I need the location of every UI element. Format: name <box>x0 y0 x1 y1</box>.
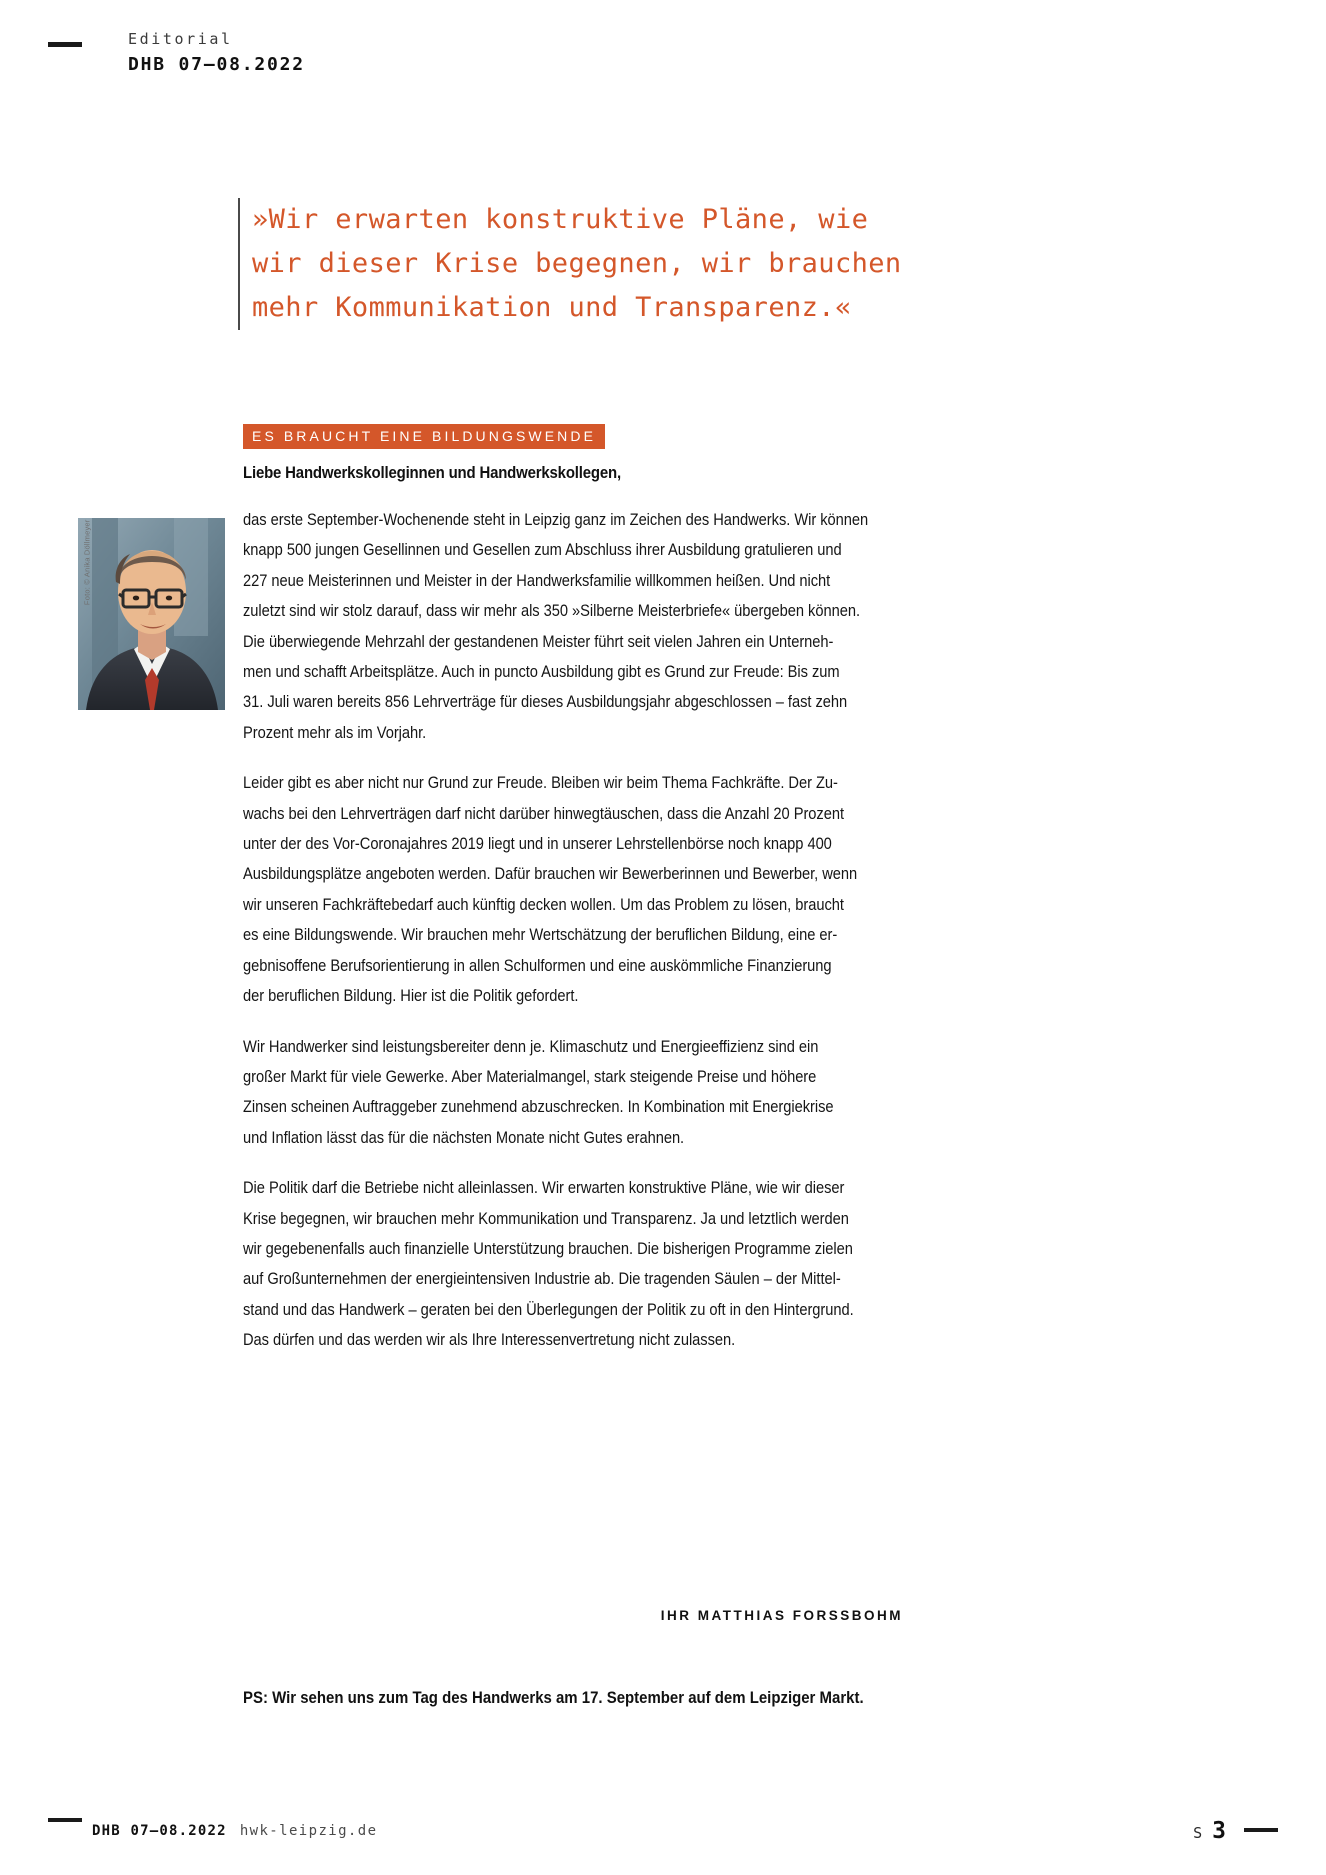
pull-quote-line: »Wir erwarten konstruktive Pläne, wie <box>252 204 869 235</box>
text-line: zuletzt sind wir stolz darauf, dass wir mehr als 350 »Silberne Meisterbriefe« übergeben können. <box>243 601 860 621</box>
text-line: Die überwiegende Mehrzahl der gestandenen Meister führt seit vielen Jahren ein Unterneh- <box>243 631 834 651</box>
text-line: wir gegebenenfalls auch finanzielle Unterstützung brauchen. Die bisherigen Programme zielen <box>243 1238 853 1258</box>
avatar <box>78 518 225 710</box>
text-line: stand und das Handwerk – geraten bei den Überlegungen der Politik zu oft in den Hintergrund. <box>243 1299 854 1319</box>
text-line: Prozent mehr als im Vorjahr. <box>243 722 427 742</box>
text-line: Leider gibt es aber nicht nur Grund zur Freude. Bleiben wir beim Thema Fachkräfte. Der Zu- <box>243 773 838 793</box>
footer-rule-right-icon <box>1244 1828 1278 1832</box>
photo-credit: Foto: © Anika Döllmeyer <box>82 519 92 606</box>
text-line: 31. Juli waren bereits 856 Lehrverträge für dieses Ausbildungsjahr abgeschlossen – fast zehn <box>243 692 848 712</box>
paragraph <box>243 1173 903 1355</box>
section-badge: ES BRAUCHT EINE BILDUNGSWENDE <box>243 424 605 449</box>
text-line: Krise begegnen, wir brauchen mehr Kommunikation und Transparenz. Ja und letztlich werden <box>243 1208 849 1228</box>
text-line: und Inflation lässt das für die nächsten Monate nicht Gutes erahnen. <box>243 1127 685 1147</box>
paragraph <box>243 1032 903 1154</box>
pull-quote-line: mehr Kommunikation und Transparenz.« <box>252 292 852 323</box>
text-line: 227 neue Meisterinnen und Meister in der Handwerksfamilie willkommen heißen. Und nicht <box>243 570 831 590</box>
footer-website[interactable]: hwk-leipzig.de <box>239 1823 378 1839</box>
page-number: 3 <box>1212 1818 1226 1844</box>
footer-left-group <box>92 1823 377 1839</box>
text-line: wir unseren Fachkräftebedarf auch künftig decken wollen. Um das Problem zu lösen, braucht <box>243 894 844 914</box>
header-issue: DHB 07–08.2022 <box>128 53 305 75</box>
text-line: der beruflichen Bildung. Hier ist die Politik gefordert. <box>243 986 579 1006</box>
salutation: Liebe Handwerkskolleginnen und Handwerkskollegen, <box>243 463 621 482</box>
author-photo-block <box>78 518 225 710</box>
footer-issue: DHB 07–08.2022 <box>92 1823 227 1839</box>
text-line: Das dürfen und das werden wir als Ihre Interessenvertretung nicht zulassen. <box>243 1330 736 1350</box>
text-line: knapp 500 jungen Gesellinnen und Gesellen zum Abschluss ihrer Ausbildung gratulieren und <box>243 540 842 560</box>
header-text-group <box>128 30 305 76</box>
text-line: Die Politik darf die Betriebe nicht alleinlassen. Wir erwarten konstruktive Pläne, wie wir dieser <box>243 1178 845 1198</box>
footer-right-group <box>1193 1818 1226 1844</box>
header-rule-icon <box>48 42 82 47</box>
author-signature: IHR MATTHIAS FORSSBOHM <box>660 1608 903 1623</box>
text-line: Ausbildungsplätze angeboten werden. Dafür brauchen wir Bewerberinnen und Bewerber, wenn <box>243 864 858 884</box>
text-line: auf Großunternehmen der energieintensiven Industrie ab. Die tragenden Säulen – der Mittel- <box>243 1269 841 1289</box>
footer-rule-icon <box>48 1818 82 1822</box>
paragraph <box>243 768 903 1011</box>
text-line: Zinsen scheinen Auftraggeber zunehmend abzuschrecken. In Kombination mit Energiekrise <box>243 1097 834 1117</box>
text-line: großer Markt für viele Gewerke. Aber Materialmangel, stark steigende Preise und höhere <box>243 1066 817 1086</box>
postscript: PS: Wir sehen uns zum Tag des Handwerks am 17. September auf dem Leipziger Markt. <box>243 1688 864 1707</box>
page-label: S <box>1193 1824 1204 1842</box>
text-line: Wir Handwerker sind leistungsbereiter denn je. Klimaschutz und Energieeffizienz sind ein <box>243 1036 819 1056</box>
text-line: men und schafft Arbeitsplätze. Auch in puncto Ausbildung gibt es Grund zur Freude: Bis zum <box>243 662 840 682</box>
text-line: unter der des Vor-Coronajahres 2019 liegt und in unserer Lehrstellenbörse noch knapp 400 <box>243 834 832 854</box>
text-line: das erste September-Wochenende steht in Leipzig ganz im Zeichen des Handwerks. Wir können <box>243 510 869 529</box>
text-line: es eine Bildungswende. Wir brauchen mehr Wertschätzung der beruflichen Bildung, eine er- <box>243 925 838 945</box>
text-line: gebnisoffene Berufsorientierung in allen Schulformen und eine auskömmliche Finanzierung <box>243 955 832 975</box>
pull-quote-line: wir dieser Krise begegnen, wir brauchen <box>252 248 902 279</box>
text-line: wachs bei den Lehrverträgen darf nicht darüber hinwegtäuschen, dass die Anzahl 20 Prozent <box>243 803 845 823</box>
pull-quote <box>238 198 938 330</box>
header-kicker: Editorial <box>128 30 233 48</box>
paragraph <box>243 505 903 748</box>
article-body <box>243 505 903 1376</box>
